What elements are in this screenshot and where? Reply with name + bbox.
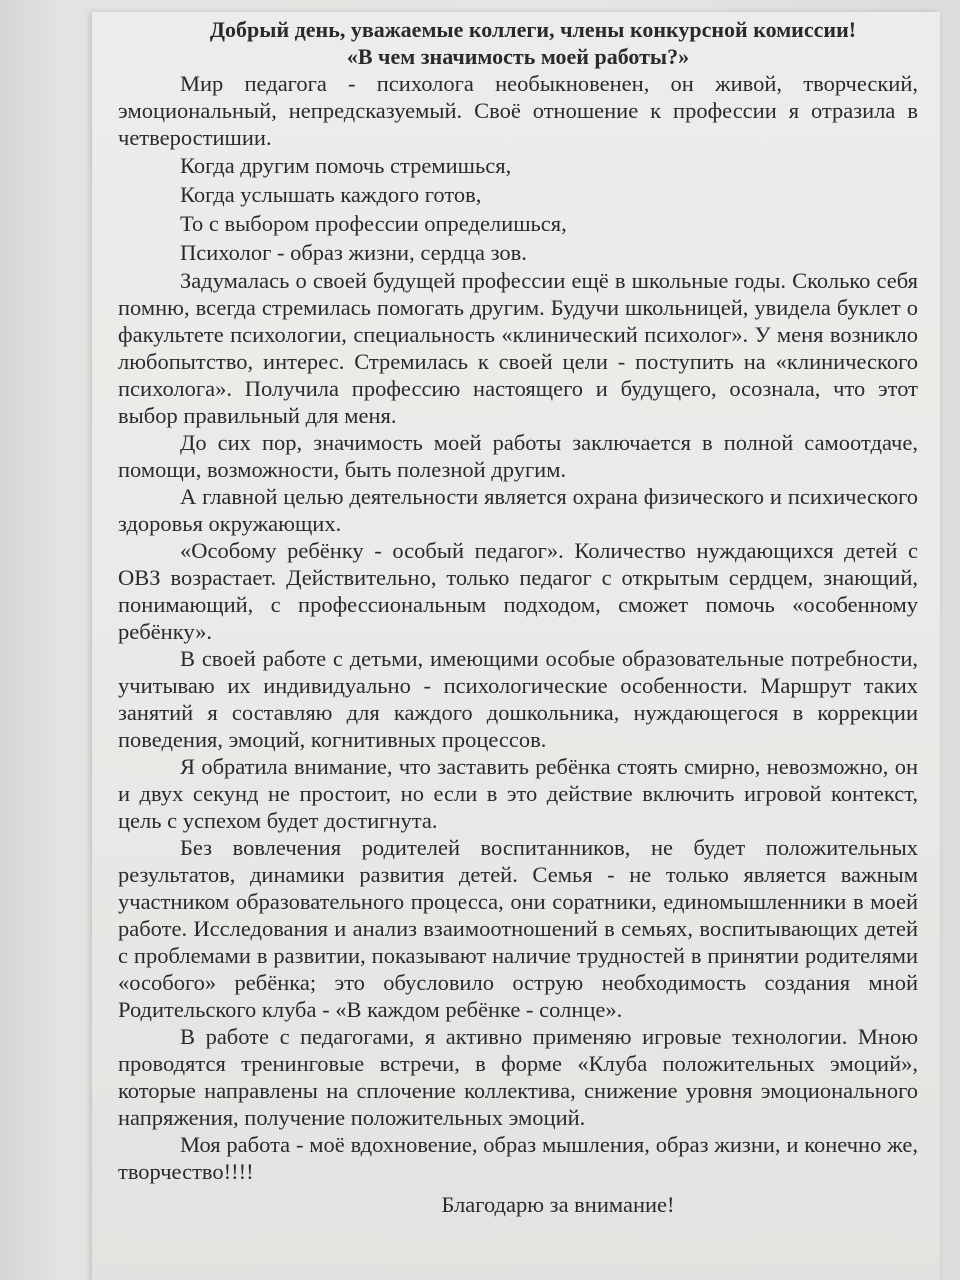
- poem-line: Когда другим помочь стремишься,: [180, 153, 512, 178]
- paragraph: «Особому ребёнку - особый педагог». Количество нуждающихся детей с ОВЗ возрастает. Действительно, только педагог с открытым сердцем, знающий, понимающий, с профессиональным подходом, сможет помочь «особенному ребёнку».: [118, 538, 918, 644]
- closing-line: Благодарю за внимание!: [441, 1192, 675, 1217]
- paragraph: Без вовлечения родителей воспитанников, не будет положительных результатов, динамики развития детей. Семья - не только является важным участником образовательного процесса, они соратники, единомышленники в моей работе. Исследования и анализ взаимоотношений в семьях, воспитывающих детей с проблемами в развитии, показывают наличие трудностей в принятии родителями «особого» ребёнка; это обусловило острую необходимость создания мной Родительского клуба - «В каждом ребёнке - солнце».: [118, 835, 918, 1022]
- greeting-heading: Добрый день, уважаемые коллеги, члены конкурсной комиссии!: [209, 17, 857, 42]
- poem-line: Психолог - образ жизни, сердца зов.: [180, 240, 527, 265]
- paragraph: В своей работе с детьми, имеющими особые образовательные потребности, учитываю их индивидуально - психологические особенности. Маршрут таких занятий я составляю для каждого дошкольника, нуждающегося в коррекции поведения, эмоций, когнитивных процессов.: [118, 646, 918, 752]
- paragraph: Моя работа - моё вдохновение, образ мышления, образ жизни, и конечно же, творчество!!!!: [118, 1132, 918, 1184]
- paragraph: Я обратила внимание, что заставить ребёнка стоять смирно, невозможно, он и двух секунд не простоит, но если в это действие включить игровой контекст, цель с успехом будет достигнута.: [118, 754, 918, 833]
- paragraph: До сих пор, значимость моей работы заключается в полной самоотдаче, помощи, возможности, быть полезной другим.: [118, 430, 918, 482]
- paragraph: А главной целью деятельности является охрана физического и психического здоровья окружающих.: [118, 484, 918, 536]
- poem-line: Когда услышать каждого готов,: [180, 182, 482, 207]
- intro-paragraph: Мир педагога - психолога необыкновенен, он живой, творческий, эмоциональный, непредсказуемый. Своё отношение к профессии я отразила в четверостишии.: [118, 71, 918, 150]
- paragraph: Задумалась о своей будущей профессии ещё в школьные годы. Сколько себя помню, всегда стремилась помогать другим. Будучи школьницей, увидела буклет о факультете психологии, специальность «клинический психолог». У меня возникло любопытство, интерес. Стремилась к своей цели - поступить на «клинического психолога». Получила профессию настоящего и будущего, осознала, что этот выбор правильный для меня.: [118, 268, 918, 428]
- document-text: [118, 16, 918, 1218]
- poem: [118, 151, 918, 267]
- poem-line: То с выбором профессии определишься,: [180, 211, 567, 236]
- paragraph: В работе с педагогами, я активно применяю игровые технологии. Мною проводятся тренинговые встречи, в форме «Клуба положительных эмоций», которые направлены на сплочение коллектива, снижение уровня эмоционального напряжения, получение положительных эмоций.: [118, 1024, 918, 1130]
- essay-title: «В чем значимость моей работы?»: [346, 44, 690, 69]
